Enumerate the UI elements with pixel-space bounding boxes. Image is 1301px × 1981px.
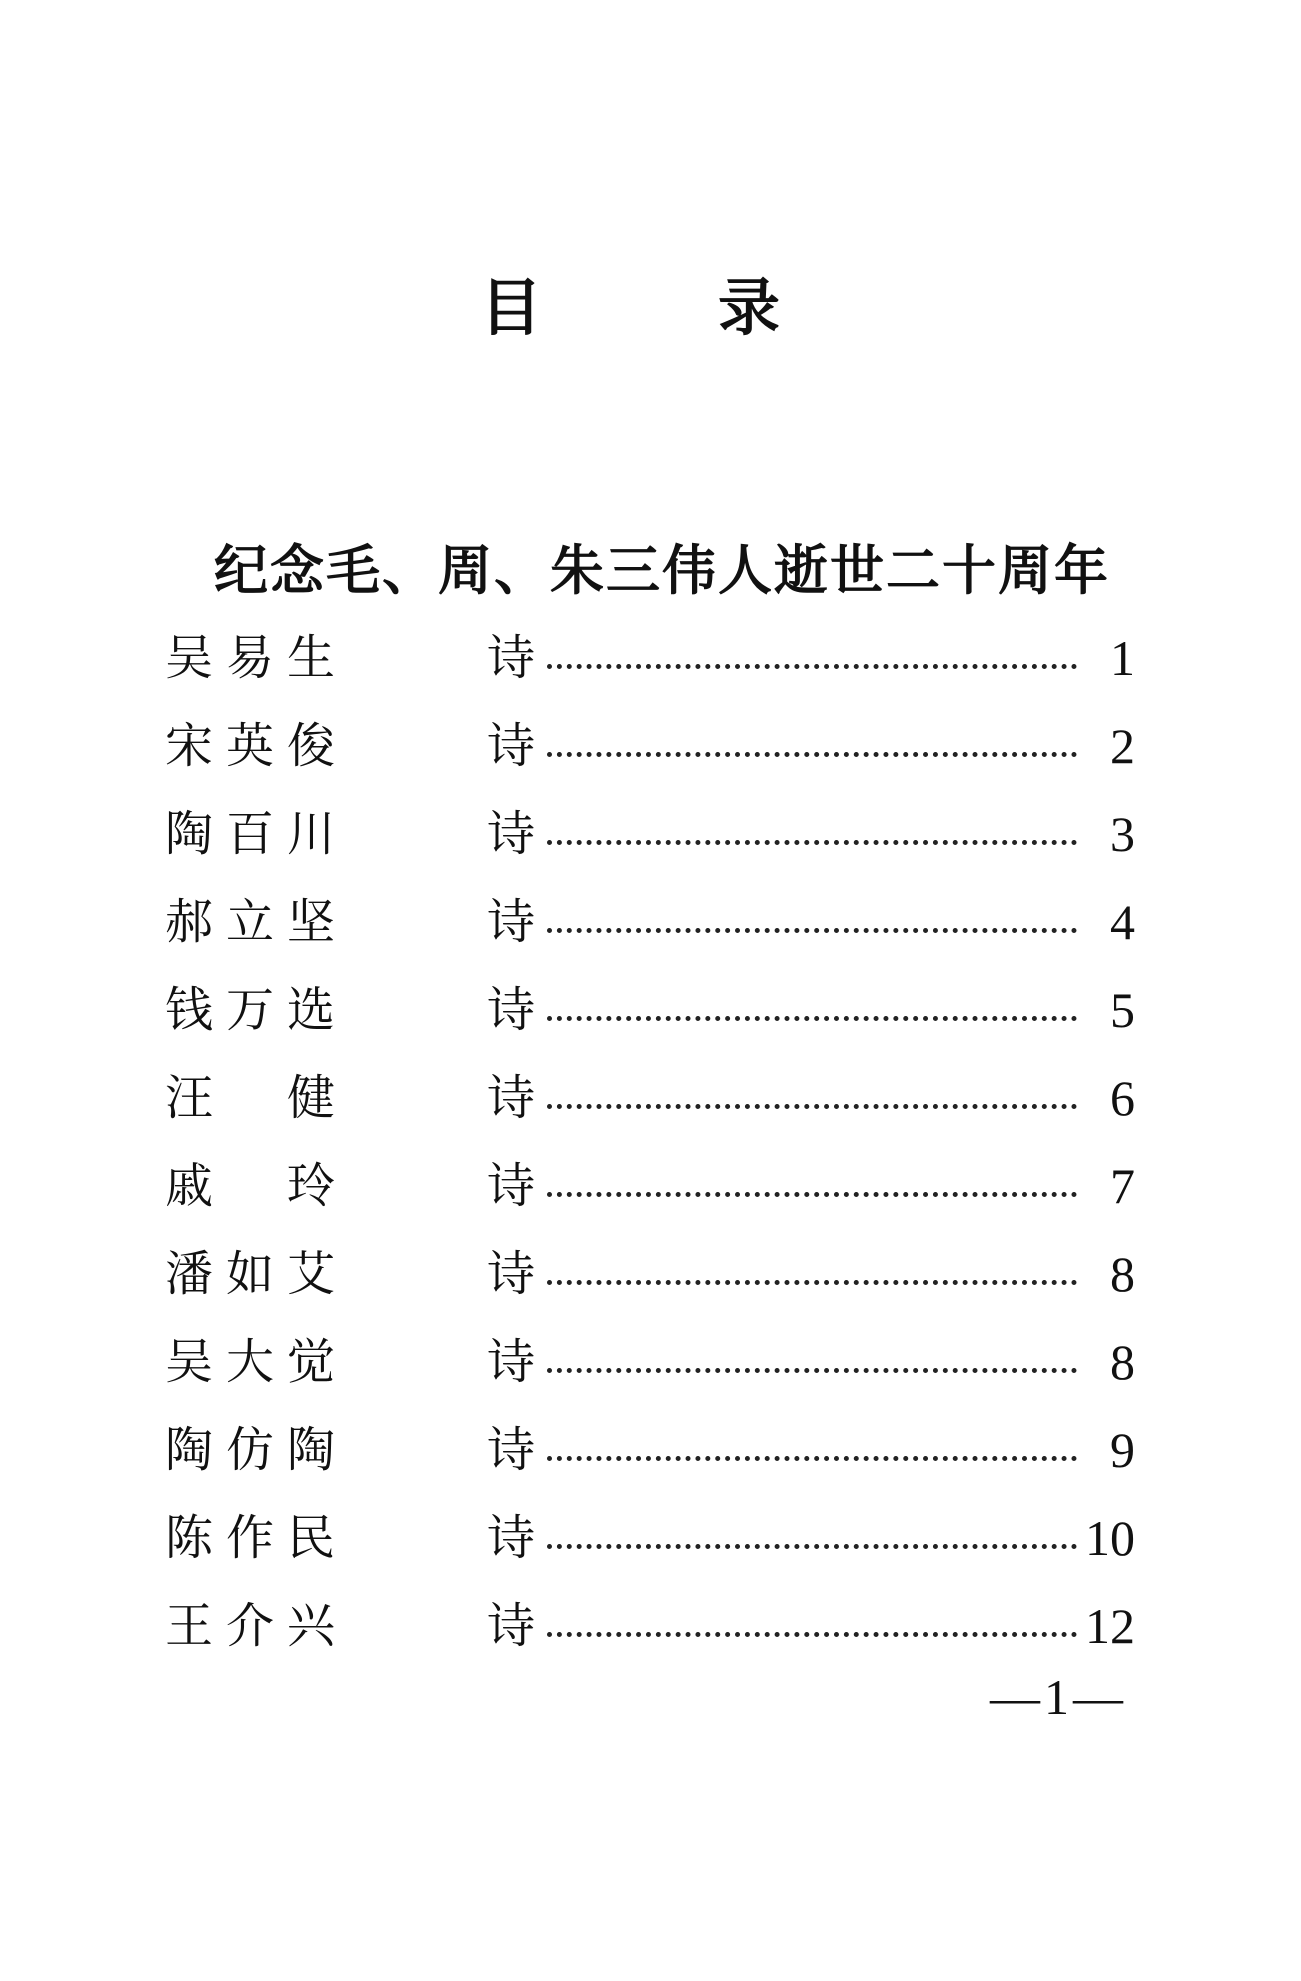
toc-author-char: 立 bbox=[226, 894, 275, 950]
toc-author bbox=[165, 970, 335, 1050]
toc-author-char: 陶 bbox=[165, 806, 214, 862]
toc-dot-leader bbox=[547, 1368, 1077, 1373]
toc-author bbox=[165, 794, 335, 874]
toc-work-type: 诗 bbox=[487, 1246, 536, 1302]
toc-entry bbox=[165, 794, 1135, 882]
toc-dot-leader bbox=[547, 1632, 1077, 1637]
toc-author-char bbox=[226, 1146, 274, 1226]
toc-dot-leader bbox=[547, 1016, 1077, 1021]
toc-author bbox=[165, 882, 335, 962]
toc-author bbox=[165, 1410, 335, 1490]
toc-work-type: 诗 bbox=[487, 630, 536, 686]
toc-author-char: 坚 bbox=[287, 894, 336, 950]
toc-page-number: 9 bbox=[1110, 1422, 1135, 1478]
toc-work-type: 诗 bbox=[487, 1334, 536, 1390]
toc-author-char: 陈 bbox=[165, 1510, 214, 1566]
toc-entry bbox=[165, 1058, 1135, 1146]
toc-dot-leader bbox=[547, 1544, 1077, 1549]
toc-entry bbox=[165, 970, 1135, 1058]
toc-author-char: 王 bbox=[165, 1598, 214, 1654]
toc-author-char: 兴 bbox=[287, 1598, 336, 1654]
toc-dot-leader bbox=[547, 1280, 1077, 1285]
toc-author-char: 郝 bbox=[165, 894, 214, 950]
toc-dot-leader bbox=[547, 1456, 1077, 1461]
toc-author bbox=[165, 1586, 335, 1666]
toc-author-char: 如 bbox=[226, 1246, 275, 1302]
toc-dot-leader bbox=[547, 928, 1077, 933]
toc-author bbox=[165, 706, 335, 786]
toc-author-char: 觉 bbox=[287, 1334, 336, 1390]
toc-author bbox=[165, 1498, 335, 1578]
toc-work-type: 诗 bbox=[487, 1070, 536, 1126]
toc-work-type: 诗 bbox=[487, 982, 536, 1038]
toc-author-char: 生 bbox=[287, 630, 336, 686]
toc-work-type: 诗 bbox=[487, 806, 536, 862]
toc-entry bbox=[165, 618, 1135, 706]
toc-entry bbox=[165, 1322, 1135, 1410]
toc-page-number: 8 bbox=[1110, 1246, 1135, 1302]
title-char-left: 目 bbox=[480, 271, 543, 344]
toc-author-char: 介 bbox=[226, 1598, 275, 1654]
toc-author-char: 百 bbox=[226, 806, 275, 862]
toc-entry bbox=[165, 1498, 1135, 1586]
toc-page-number: 2 bbox=[1110, 718, 1135, 774]
toc-author-char: 作 bbox=[226, 1510, 275, 1566]
toc-author bbox=[165, 618, 335, 698]
toc-author-char: 川 bbox=[287, 806, 336, 862]
toc-author-char bbox=[226, 1058, 274, 1138]
toc-author bbox=[165, 1146, 335, 1226]
toc-author-char: 汪 bbox=[165, 1070, 214, 1126]
page-title bbox=[480, 258, 780, 347]
toc-dot-leader bbox=[547, 752, 1077, 757]
toc-page-number: 5 bbox=[1110, 982, 1135, 1038]
toc-author-char: 戚 bbox=[165, 1158, 214, 1214]
toc-author-char: 易 bbox=[226, 630, 275, 686]
toc-author-char: 陶 bbox=[287, 1422, 336, 1478]
toc-page-number: 3 bbox=[1110, 806, 1135, 862]
toc-author-char: 俊 bbox=[287, 718, 336, 774]
toc-author-char: 万 bbox=[226, 982, 275, 1038]
toc-page-number: 1 bbox=[1110, 630, 1135, 686]
toc-work-type: 诗 bbox=[487, 894, 536, 950]
toc-work-type: 诗 bbox=[487, 1422, 536, 1478]
toc-entry bbox=[165, 1146, 1135, 1234]
toc-author bbox=[165, 1234, 335, 1314]
toc-author bbox=[165, 1322, 335, 1402]
title-char-right: 录 bbox=[717, 271, 780, 344]
toc-author-char: 选 bbox=[287, 982, 336, 1038]
toc-entry bbox=[165, 1234, 1135, 1322]
toc-author-char: 玲 bbox=[287, 1158, 336, 1214]
toc-dot-leader bbox=[547, 664, 1077, 669]
toc-dot-leader bbox=[547, 1192, 1077, 1197]
toc-author-char: 陶 bbox=[165, 1422, 214, 1478]
toc-author-char: 仿 bbox=[226, 1422, 275, 1478]
toc-author-char: 潘 bbox=[165, 1246, 214, 1302]
toc-author-char: 健 bbox=[287, 1070, 336, 1126]
toc-author-char: 钱 bbox=[165, 982, 214, 1038]
toc-work-type: 诗 bbox=[487, 1510, 536, 1566]
toc-dot-leader bbox=[547, 1104, 1077, 1109]
toc-author-char: 大 bbox=[226, 1334, 275, 1390]
toc-page-number: 12 bbox=[1085, 1598, 1135, 1654]
toc-dot-leader bbox=[547, 840, 1077, 845]
toc-author-char: 吴 bbox=[165, 630, 214, 686]
toc-author-char: 民 bbox=[287, 1510, 336, 1566]
toc-page-number: 10 bbox=[1085, 1510, 1135, 1566]
toc-page-number: 6 bbox=[1110, 1070, 1135, 1126]
toc-page-number: 7 bbox=[1110, 1158, 1135, 1214]
toc-author-char: 艾 bbox=[287, 1246, 336, 1302]
toc-page-number: 4 bbox=[1110, 894, 1135, 950]
toc-page-number: 8 bbox=[1110, 1334, 1135, 1390]
toc-work-type: 诗 bbox=[487, 1598, 536, 1654]
page-number-footer: —1— bbox=[990, 1669, 1127, 1725]
toc-work-type: 诗 bbox=[487, 718, 536, 774]
toc-entry bbox=[165, 1586, 1135, 1674]
toc-entry bbox=[165, 882, 1135, 970]
toc-entry bbox=[165, 1410, 1135, 1498]
table-of-contents bbox=[165, 618, 1135, 1674]
section-heading: 纪念毛、周、朱三伟人逝世二十周年 bbox=[214, 539, 1110, 602]
toc-work-type: 诗 bbox=[487, 1158, 536, 1214]
toc-author-char: 宋 bbox=[165, 718, 214, 774]
toc-author bbox=[165, 1058, 335, 1138]
toc-author-char: 英 bbox=[226, 718, 275, 774]
toc-entry bbox=[165, 706, 1135, 794]
toc-author-char: 吴 bbox=[165, 1334, 214, 1390]
